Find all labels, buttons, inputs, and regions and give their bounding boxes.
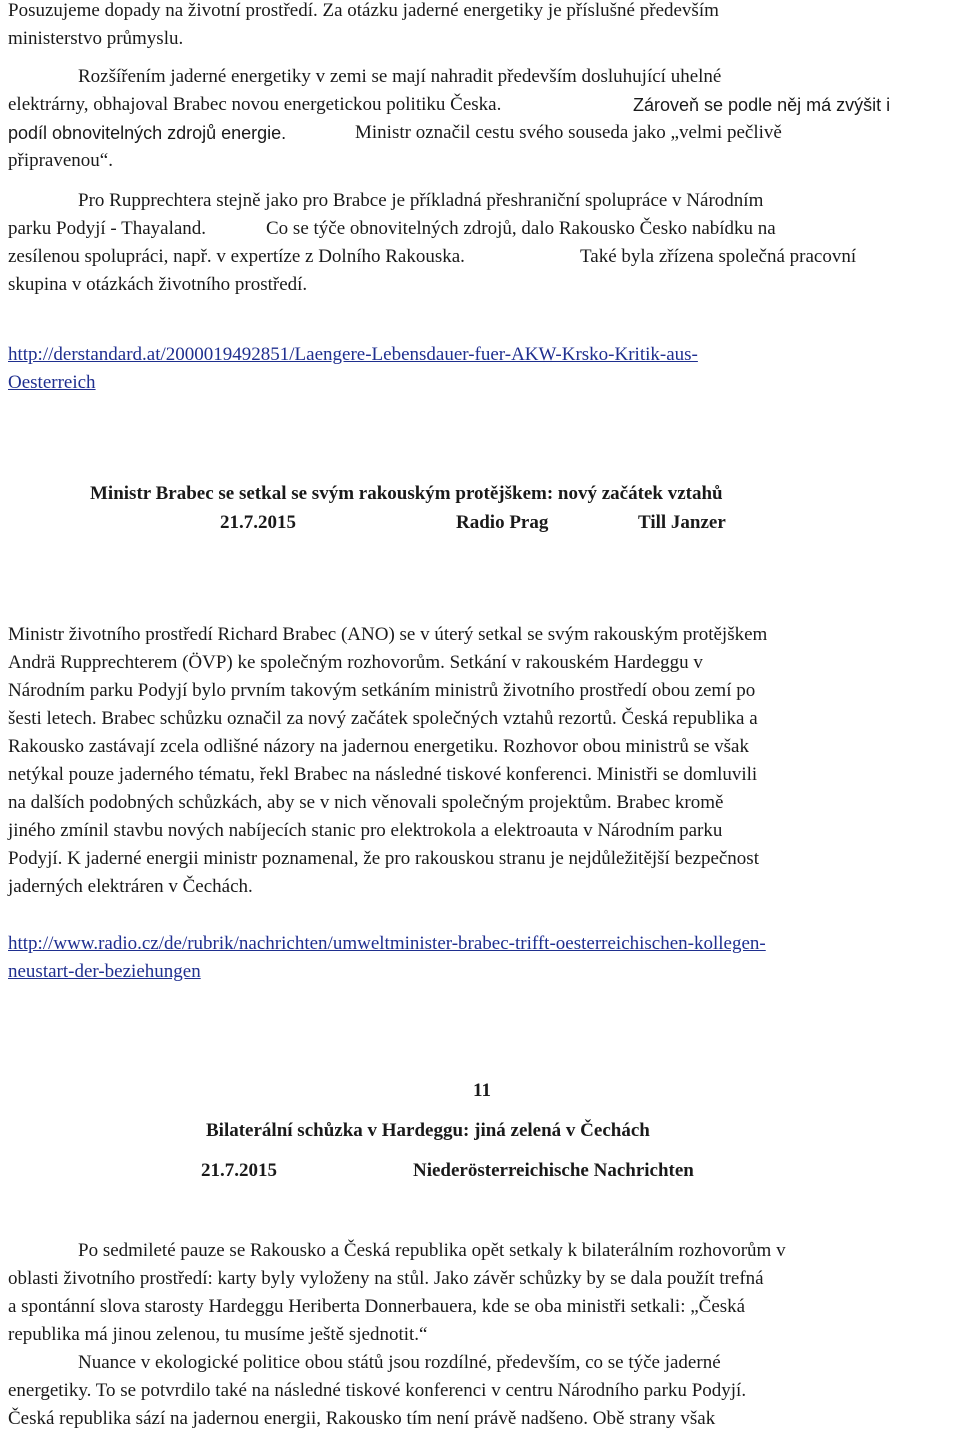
article-author: Till Janzer [638,512,726,533]
text-line [633,94,890,116]
text-line: skupina v otázkách životního prostředí. [8,274,308,295]
link-line[interactable]: http://www.radio.cz/de/rubrik/nachrichten/umweltminister-brabec-trifft-oesterreichischen-kollegen- [8,933,766,954]
text-line: zesílenou spolupráci, např. v expertíze z Dolního Rakouska. [8,246,465,267]
link-line[interactable]: http://derstandard.at/2000019492851/Laengere-Lebensdauer-fuer-AKW-Krsko-Kritik-aus- [8,344,698,365]
text-line: Andrä Rupprechterem (ÖVP) ke společným rozhovorům. Setkání v rakouském Hardeggu v [8,652,703,673]
text-line: Pro Rupprechtera stejně jako pro Brabce je příkladná přeshraniční spolupráce v Národním [78,190,764,211]
text-line: Po sedmileté pauze se Rakousko a Česká republika opět setkaly k bilaterálním rozhovorům v [78,1240,786,1261]
text-line: Česká republika sází na jadernou energii, Rakousko tím není právě nadšeno. Obě strany však [8,1408,716,1429]
text-line: jaderných elektráren v Čechách. [8,876,253,897]
text-line: netýkal pouze jaderného tématu, řekl Brabec na následné tiskové konferenci. Ministři se domluvili [8,764,758,785]
text-line: Ministr označil cestu svého souseda jako „velmi pečlivě [355,122,782,143]
text-line: Posuzujeme dopady na životní prostředí. Za otázku jaderné energetiky je příslušné především [8,0,719,21]
text-line: Co se týče obnovitelných zdrojů, dalo Rakousko Česko nabídku na [266,218,776,239]
text-line: Také byla zřízena společná pracovní [580,246,857,267]
article-source: Niederösterreichische Nachrichten [413,1160,694,1181]
text-line: Rozšířením jaderné energetiky v zemi se mají nahradit především dosluhující uhelné [78,66,722,87]
text-line: připravenou“. [8,150,113,171]
article-source: Radio Prag [456,512,549,533]
link-line[interactable]: Oesterreich [8,372,96,393]
text-fragment: Zároveň se podle něj má zvýšit i [633,95,891,115]
text-line: ministerstvo průmyslu. [8,28,184,49]
text-line: šesti letech. Brabec schůzku označil za nový začátek společných vztahů rezortů. Česká republika a [8,708,758,729]
text-line: elektrárny, obhajoval Brabec novou energetickou politiku Česka. [8,94,502,115]
article-number: 11 [473,1080,491,1101]
link-line[interactable]: neustart-der-beziehungen [8,961,201,982]
text-line: energetiky. To se potvrdilo také na následné tiskové konferenci v centru Národního parku Podyjí. [8,1380,747,1401]
article-headline: Ministr Brabec se setkal se svým rakouským protějškem: nový začátek vztahů [90,483,723,504]
text-line: jiného zmínil stavbu nových nabíjecích stanic pro elektrokola a elektroauta v Národním parku [8,820,723,841]
text-line: a spontánní slova starosty Hardeggu Heriberta Donnerbauera, kde se oba ministři setkali: „Česká [8,1296,746,1317]
text-line: Ministr životního prostředí Richard Brabec (ANO) se v úterý setkal se svým rakouským protějškem [8,624,768,645]
text-line: Národním parku Podyjí bylo prvním takovým setkáním ministrů životního prostředí obou zemí po [8,680,756,701]
text-line: na dalších podobných schůzkách, aby se v nich věnovali společným projektům. Brabec kromě [8,792,724,813]
text-line: republika má jinou zelenou, tu musíme ještě sjednotit.“ [8,1324,428,1345]
text-line: oblasti životního prostředí: karty byly vyloženy na stůl. Jako závěr schůzky by se dala použít trefná [8,1268,764,1289]
text-line [8,122,286,144]
article-headline: Bilaterální schůzka v Hardeggu: jiná zelená v Čechách [206,1120,650,1141]
text-line: Nuance v ekologické politice obou států jsou rozdílné, především, co se týče jaderné [78,1352,721,1373]
text-line: Podyjí. K jaderné energii ministr poznamenal, že pro rakouskou stranu je nejdůležitější bezpečnost [8,848,759,869]
text-line: Rakousko zastávají zcela odlišné názory na jadernou energetiku. Rozhovor obou ministrů se však [8,736,749,757]
article-date: 21.7.2015 [201,1160,277,1181]
article-date: 21.7.2015 [220,512,296,533]
text-fragment: podíl obnovitelných zdrojů energie. [8,123,287,143]
text-line: parku Podyjí - Thayaland. [8,218,207,239]
